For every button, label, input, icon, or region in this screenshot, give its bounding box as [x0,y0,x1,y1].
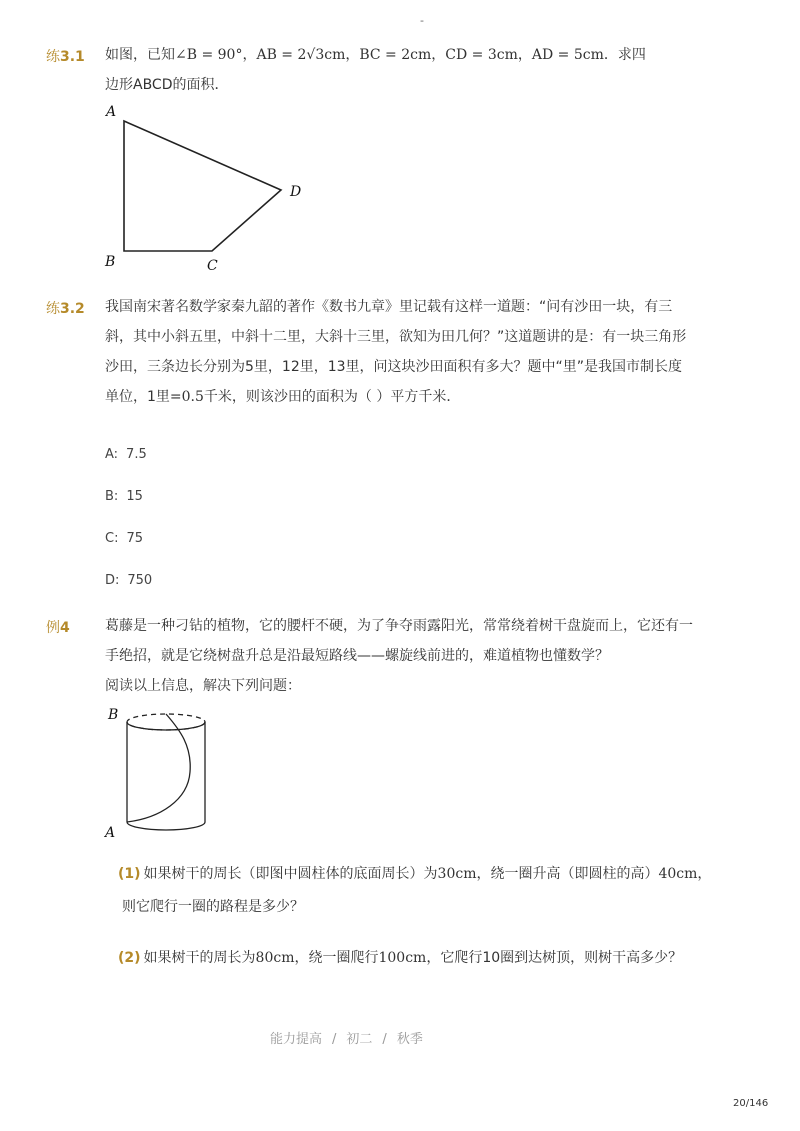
label-prefix: 练 [46,49,60,65]
text-line [105,382,720,412]
text-segment: 如图，已知 [105,47,175,63]
text-segment: ，绕一圈爬行 [294,950,379,966]
text-segment: 单位，1里= [105,389,182,405]
math-value: 40cm [658,866,698,882]
question-number: (1) [118,866,141,882]
example-4-text [105,611,720,701]
text-line: 葛藤是一种刁钻的植物，它的腰杆不硬，为了争夺雨露阳光，常常绕着树干盘旋而上，它还有一 [105,618,693,634]
option-value: 75 [126,531,144,546]
exercise-3-2-text [105,292,720,412]
footer-separator: / [332,1032,337,1047]
footer-separator: / [382,1032,387,1047]
footer-item: 能力提高 [270,1032,323,1047]
exercise-label-3-1 [46,46,85,66]
point-label-b: B [108,707,119,723]
text-line: 阅读以上信息，解决下列问题： [105,678,301,694]
text-line: 手绝招，就是它绕树盘升总是沿最短路线——螺旋线前进的，难道植物也懂数学？ [105,648,609,664]
option-value: 15 [126,489,143,504]
text-line: 则它爬行一圈的路程是多少？ [122,899,304,915]
text-line: 沙田，三条边长分别为5里，12里，13里，问这块沙田面积有多大？题中“里”是我国市制长度 [105,359,683,375]
vertex-label-c: C [207,258,218,274]
label-prefix: 例 [46,620,60,636]
label-prefix: 练 [46,301,60,317]
question-1 [118,858,718,924]
option-c[interactable] [105,531,143,546]
text-line [105,40,720,70]
vertex-label-a: A [106,104,117,120]
vertex-label-d: D [290,184,302,200]
text-segment: 千米，则该沙田的面积为（ ）平方千米． [203,389,461,405]
option-a[interactable] [105,447,147,462]
option-key: C: [105,531,119,546]
quadrilateral-figure [100,100,320,275]
header-mark: - [420,14,424,27]
text-line: 我国南宋著名数学家秦九韶的著作《数书九章》里记载有这样一道题：“问有沙田一块，有三 [105,299,673,315]
cylinder-bottom-arc [127,822,205,830]
text-segment: ，绕一圈升高（即圆柱的高） [476,866,659,882]
math-value: 30cm [437,866,477,882]
math-number: 0.5 [181,389,204,405]
point-label-a: A [105,825,116,841]
question-number: (2) [118,950,141,966]
question-2 [118,942,718,975]
label-number: 3.1 [60,49,85,65]
footer-item: 初二 [346,1032,373,1047]
exercise-label-3-2 [46,298,85,318]
text-segment: ， [697,866,712,882]
text-line [118,942,718,975]
option-b[interactable] [105,489,143,504]
example-label-4 [46,617,70,637]
text-segment: 如果树干的周长为 [143,950,256,966]
label-number: 4 [60,620,70,636]
quadrilateral-outline [124,121,281,251]
text-segment: 如果树干的周长（即图中圆柱体的底面周长）为 [143,866,438,882]
cylinder-figure [100,700,220,845]
footer-breadcrumb [270,1028,423,1047]
text-segment: ，它爬行10圈到达树顶，则树干高多少？ [426,950,683,966]
math-value: 100cm [378,950,427,966]
vertex-label-b: B [105,254,116,270]
option-value: 750 [127,573,153,588]
text-segment: ．求四 [603,47,646,63]
label-number: 3.2 [60,301,85,317]
text-line: 斜，其中小斜五里，中斜十二里，大斜十三里，欲知为田几何？”这道题讲的是：有一块三角形 [105,329,687,345]
option-key: B: [105,489,119,504]
cylinder-top-front-arc [127,722,205,730]
option-key: D: [105,573,120,588]
text-line [118,858,718,891]
exercise-3-1-text [105,40,720,100]
option-value: 7.5 [126,447,147,462]
option-d[interactable] [105,573,152,588]
page-number: 20/146 [733,1098,769,1109]
footer-item: 秋季 [396,1032,423,1047]
text-line: 边形ABCD的面积． [105,77,229,93]
condition-formula: ∠B = 90°，AB = 2√3cm，BC = 2cm，CD = 3cm，AD = 5cm [175,47,604,63]
option-key: A: [105,447,119,462]
math-value: 80cm [255,950,295,966]
